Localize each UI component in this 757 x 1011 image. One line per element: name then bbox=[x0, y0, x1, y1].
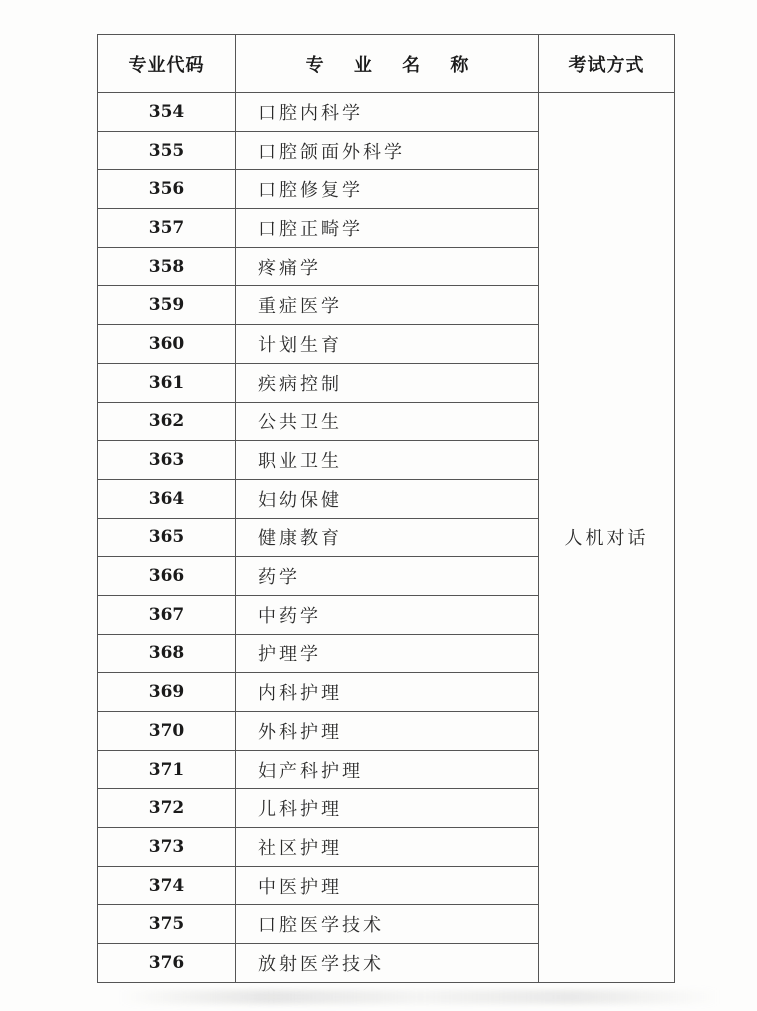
major-name-cell: 口腔修复学 bbox=[236, 170, 539, 209]
major-code-cell: 365 bbox=[98, 518, 236, 557]
major-name-cell: 放射医学技术 bbox=[236, 944, 539, 983]
major-name-cell: 药学 bbox=[236, 557, 539, 596]
major-code-cell: 369 bbox=[98, 673, 236, 712]
major-name-cell: 重症医学 bbox=[236, 286, 539, 325]
table-row bbox=[98, 93, 675, 132]
major-name-cell: 口腔正畸学 bbox=[236, 209, 539, 248]
major-code-cell: 367 bbox=[98, 595, 236, 634]
major-code-cell: 357 bbox=[98, 209, 236, 248]
major-code-cell: 364 bbox=[98, 479, 236, 518]
major-code-cell: 363 bbox=[98, 441, 236, 480]
major-name-cell: 妇产科护理 bbox=[236, 750, 539, 789]
major-name-cell: 口腔内科学 bbox=[236, 93, 539, 132]
major-code-cell: 356 bbox=[98, 170, 236, 209]
major-name-cell: 外科护理 bbox=[236, 712, 539, 751]
major-code-cell: 359 bbox=[98, 286, 236, 325]
major-code-cell: 362 bbox=[98, 402, 236, 441]
major-name-cell: 妇幼保健 bbox=[236, 479, 539, 518]
major-code-cell: 368 bbox=[98, 634, 236, 673]
table-header bbox=[98, 35, 675, 93]
table-body bbox=[98, 93, 675, 983]
major-name-cell: 职业卫生 bbox=[236, 441, 539, 480]
major-name-cell: 疾病控制 bbox=[236, 363, 539, 402]
major-name-cell: 健康教育 bbox=[236, 518, 539, 557]
major-name-cell: 中药学 bbox=[236, 595, 539, 634]
major-code-cell: 366 bbox=[98, 557, 236, 596]
major-name-cell: 内科护理 bbox=[236, 673, 539, 712]
header-major-code: 专业代码 bbox=[98, 35, 236, 93]
exam-method-cell: 人机对话 bbox=[539, 93, 675, 983]
major-name-cell: 口腔医学技术 bbox=[236, 905, 539, 944]
major-name-cell: 疼痛学 bbox=[236, 247, 539, 286]
major-name-cell: 中医护理 bbox=[236, 866, 539, 905]
major-code-cell: 370 bbox=[98, 712, 236, 751]
major-code-cell: 354 bbox=[98, 93, 236, 132]
major-code-cell: 374 bbox=[98, 866, 236, 905]
header-row bbox=[98, 35, 675, 93]
major-code-cell: 375 bbox=[98, 905, 236, 944]
header-exam-method: 考试方式 bbox=[539, 35, 675, 93]
major-code-cell: 373 bbox=[98, 828, 236, 867]
major-name-cell: 口腔颌面外科学 bbox=[236, 131, 539, 170]
major-name-cell: 计划生育 bbox=[236, 325, 539, 364]
major-code-cell: 361 bbox=[98, 363, 236, 402]
scan-artifact bbox=[120, 990, 720, 1004]
majors-table bbox=[97, 34, 675, 983]
major-code-cell: 376 bbox=[98, 944, 236, 983]
major-code-cell: 355 bbox=[98, 131, 236, 170]
header-major-name: 专 业 名 称 bbox=[236, 35, 539, 93]
major-code-cell: 360 bbox=[98, 325, 236, 364]
major-name-cell: 儿科护理 bbox=[236, 789, 539, 828]
major-code-cell: 372 bbox=[98, 789, 236, 828]
major-code-cell: 358 bbox=[98, 247, 236, 286]
major-code-cell: 371 bbox=[98, 750, 236, 789]
major-name-cell: 社区护理 bbox=[236, 828, 539, 867]
major-name-cell: 公共卫生 bbox=[236, 402, 539, 441]
major-name-cell: 护理学 bbox=[236, 634, 539, 673]
